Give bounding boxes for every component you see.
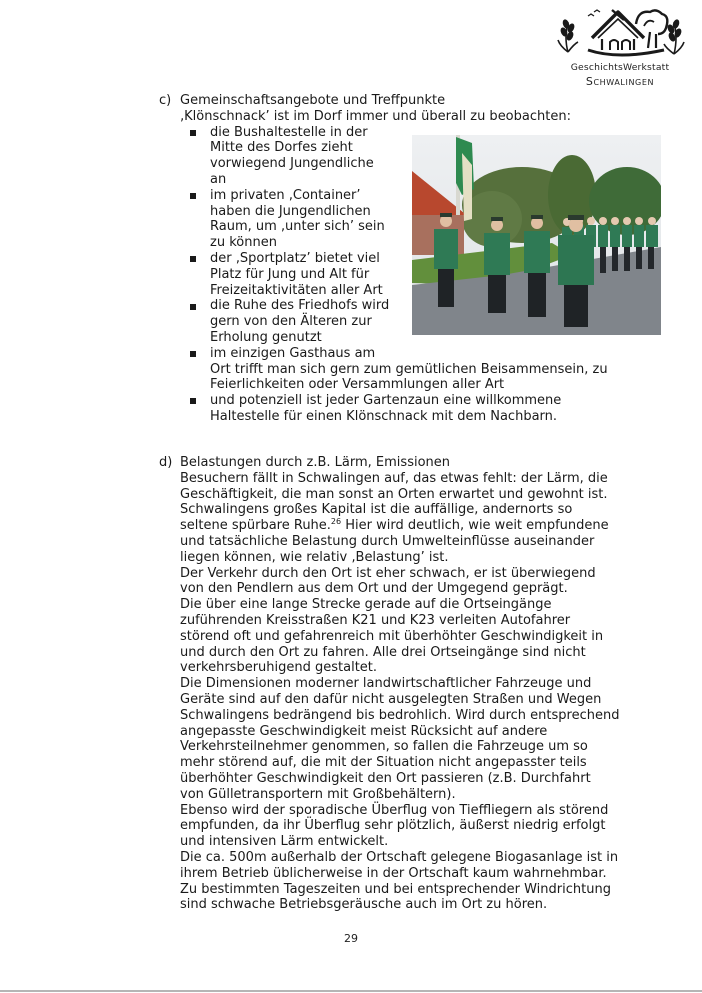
bullet-marker (190, 304, 196, 310)
paragraph-line: überhöhter Geschwindigkeit den Ort passieren (z.B. Durchfahrt (180, 770, 591, 786)
paragraph-line: Schwalingens großes Kapital ist die auffällige, andernorts so (180, 502, 573, 518)
paragraph-line: ihrem Betrieb üblicherweise in der Ortschaft kaum wahrnehmbar. (180, 865, 607, 881)
list-item (210, 251, 383, 298)
list-item-line: haben die Jungendlichen (210, 203, 371, 219)
footnote-reference[interactable]: 26 (330, 517, 342, 527)
parade-photo-image (412, 135, 661, 335)
section-d-marker: d) (159, 455, 173, 470)
logo (552, 4, 688, 88)
list-item (210, 298, 389, 345)
paragraph-line: Der Verkehr durch den Ort ist eher schwach, er ist überwiegend (180, 565, 596, 581)
paragraph-line: und intensiven Lärm entwickelt. (180, 834, 389, 850)
house-with-trees-and-wheat-icon (552, 4, 688, 62)
list-item-line: Raum, um ‚unter sich’ sein (210, 219, 385, 235)
page-bottom-border (0, 990, 702, 992)
list-item (210, 346, 608, 393)
list-item-line: Erholung genutzt (210, 329, 322, 345)
logo-text-line2: Schwalingen (585, 75, 655, 88)
paragraph-line: zuführenden Kreisstraßen K21 und K23 verleiten Autofahrer (180, 612, 571, 628)
bullet-marker (190, 130, 196, 136)
bullet-marker (190, 351, 196, 357)
bullet-marker (190, 256, 196, 262)
section-c-marker: c) (159, 93, 172, 108)
paragraph-line: Die über eine lange Strecke gerade auf die Ortseingänge (180, 597, 552, 613)
list-item-line: zu können (210, 235, 277, 251)
paragraph-line: Ebenso wird der sporadische Überflug von Tieffliegern als störend (180, 802, 609, 818)
paragraph-line: von Gülletransportern mit Großbehältern). (180, 786, 456, 802)
paragraph-line: empfunden, da ihr Überflug sehr plötzlich, äußerst niedrig erfolgt (180, 818, 606, 834)
paragraph-line: Geräte sind auf den dafür nicht ausgelegten Straßen und Wegen (180, 691, 602, 707)
paragraph-line: Zu bestimmten Tageszeiten und bei entsprechender Windrichtung (180, 881, 611, 897)
list-item-line: der ‚Sportplatz’ bietet viel (210, 251, 380, 266)
paragraph-line: Verkehrsteilnehmer genommen, so fallen die Fahrzeuge um so (180, 739, 588, 755)
list-item (210, 393, 561, 425)
list-item (210, 125, 374, 188)
list-item-line: Platz für Jung und Alt für (210, 266, 370, 282)
section-c-heading: Gemeinschaftsangebote und Treffpunkte (180, 93, 446, 108)
paragraph-line: liegen können, wie relativ ‚Belastung’ ist. (180, 549, 449, 565)
paragraph-line: Besuchern fällt in Schwalingen auf, das etwas fehlt: der Lärm, die (180, 470, 608, 486)
list-item (210, 188, 385, 251)
list-item-line: die Bushaltestelle in der (210, 124, 368, 140)
paragraph-line: Schwalingens bedrängend bis bedrohlich. Wird durch entsprechend (180, 707, 620, 723)
paragraph-line: verkehrsberuhigend gestaltet. (180, 660, 378, 676)
list-item-line: gern von den Älteren zur (210, 314, 372, 330)
paragraph-line: sind schwache Betriebsgeräusche auch im Ort zu hören. (180, 897, 548, 913)
list-item-line: Haltestelle für einen Klönschnack mit dem Nachbarn. (210, 408, 558, 424)
paragraph-line: und durch den Ort zu fahren. Alle drei Ortseingänge sind nicht (180, 644, 586, 660)
list-item-line: und potenziell ist jeder Gartenzaun eine willkommene (210, 393, 562, 409)
paragraph-line: mehr störend auf, die mit der Situation nicht angepasster teils (180, 755, 587, 771)
list-item-line: Ort trifft man sich gern zum gemütlichen Beisammensein, zu (210, 361, 608, 377)
list-item-line: vorwiegend Jungendliche (210, 156, 374, 172)
section-c-intro: ‚Klönschnack’ ist im Dorf immer und überall zu beobachten: (180, 108, 571, 124)
list-item-line: Feierlichkeiten oder Versammlungen aller Art (210, 377, 505, 393)
bullet-marker (190, 193, 196, 199)
paragraph-line: Die ca. 500m außerhalb der Ortschaft gelegene Biogasanlage ist in (180, 849, 619, 865)
logo-text-line1: GeschichtsWerkstatt (570, 62, 670, 73)
section-d-body (180, 471, 619, 913)
section-d-heading: Belastungen durch z.B. Lärm, Emissionen (180, 455, 451, 470)
list-item-line: im privaten ‚Container’ (210, 187, 361, 203)
paragraph-line: und tatsächliche Belastung durch Umwelteinflüsse auseinander (180, 533, 595, 549)
list-item-line: an (210, 171, 227, 187)
paragraph-line: störend oft und gefahrenreich mit überhöhter Geschwindigkeit in (180, 628, 604, 644)
bullet-marker (190, 398, 196, 404)
paragraph-line: angepasste Geschwindigkeit meist Rücksicht auf andere (180, 723, 548, 739)
list-item-line: im einzigen Gasthaus am (210, 345, 376, 361)
page-number: 29 (344, 932, 358, 945)
list-item-line: die Ruhe des Friedhofs wird (210, 298, 390, 314)
paragraph-text: seltene spürbare Ruhe. (180, 518, 331, 534)
list-item-line: Mitte des Dorfes zieht (210, 140, 353, 156)
paragraph-line: von den Pendlern aus dem Ort und der Umgegend geprägt. (180, 581, 568, 597)
paragraph-line: Geschäftigkeit, die man sonst an Orten erwartet und gewohnt ist. (180, 486, 608, 502)
paragraph-text: Hier wird deutlich, wie weit empfundene (341, 518, 609, 534)
paragraph-line (180, 518, 619, 534)
parade-photo (412, 135, 661, 335)
paragraph-line: Die Dimensionen moderner landwirtschaftlicher Fahrzeuge und (180, 676, 592, 692)
list-item-line: Freizeitaktivitäten aller Art (210, 282, 383, 298)
